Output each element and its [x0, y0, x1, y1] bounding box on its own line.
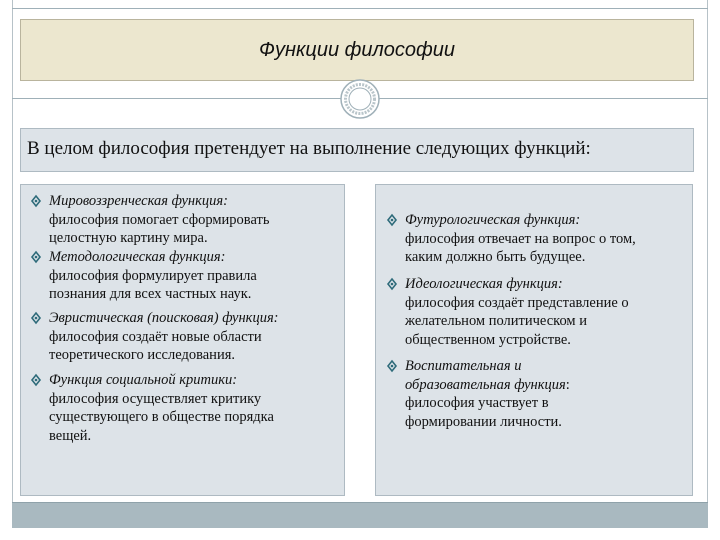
function-text: философия отвечает на вопрос о том, — [405, 230, 636, 247]
ornament-medallion-icon — [340, 79, 380, 119]
diamond-bullet-icon — [29, 248, 43, 266]
function-text: философия создаёт новые области — [49, 328, 262, 345]
function-text: формировании личности. — [405, 413, 562, 430]
diamond-bullet-icon — [385, 211, 399, 229]
title-banner — [20, 19, 694, 81]
right-panel — [375, 184, 693, 496]
function-text: существующего в обществе порядка — [49, 409, 274, 425]
function-text: целостную картину мира. — [49, 230, 208, 246]
function-text: познания для всех частных наук. — [49, 286, 252, 302]
function-text: философия создаёт представление о — [405, 294, 629, 311]
left-panel — [20, 184, 345, 496]
list-item — [405, 357, 570, 431]
function-text: теоретического исследования. — [49, 347, 235, 363]
top-rule — [12, 8, 708, 9]
function-heading: Воспитательная и — [405, 358, 522, 374]
diamond-bullet-icon — [29, 309, 43, 327]
diamond-bullet-icon — [385, 357, 399, 375]
list-item — [405, 211, 636, 267]
list-item — [49, 192, 269, 248]
diamond-bullet-icon — [29, 371, 43, 389]
function-heading: Мировоззренческая функция: — [49, 193, 228, 209]
bottom-bar — [12, 502, 708, 528]
list-item — [405, 275, 629, 349]
slide-title: Функции философии — [259, 39, 455, 61]
heading-colon: : — [565, 376, 570, 393]
diamond-bullet-icon — [29, 192, 43, 210]
function-heading: Методологическая функция: — [49, 249, 226, 265]
function-heading-line — [405, 376, 570, 395]
diamond-bullet-icon — [385, 275, 399, 293]
function-heading: Эвристическая (поисковая) функция: — [49, 310, 279, 326]
subtitle-banner — [20, 128, 694, 172]
function-heading: Футурологическая функция: — [405, 212, 581, 228]
function-text: каким должно быть будущее. — [405, 249, 586, 265]
function-heading: Идеологическая функция: — [405, 276, 563, 292]
function-text: философия помогает сформировать — [49, 211, 270, 228]
list-item — [49, 309, 279, 365]
slide-subtitle: В целом философия претендует на выполнение следующих функций: — [27, 138, 591, 159]
function-text: вещей. — [49, 427, 92, 444]
function-heading: Функция социальной критики: — [49, 372, 238, 388]
list-item — [49, 248, 257, 304]
function-text: философия формулирует правила — [49, 267, 257, 284]
function-text: желательном политическом и — [405, 313, 587, 329]
function-heading: образовательная функция — [405, 376, 566, 393]
function-text: философия участвует в — [405, 395, 549, 411]
function-text: общественном устройстве. — [405, 331, 571, 348]
list-item — [49, 371, 274, 445]
function-text: философия осуществляет критику — [49, 390, 262, 407]
